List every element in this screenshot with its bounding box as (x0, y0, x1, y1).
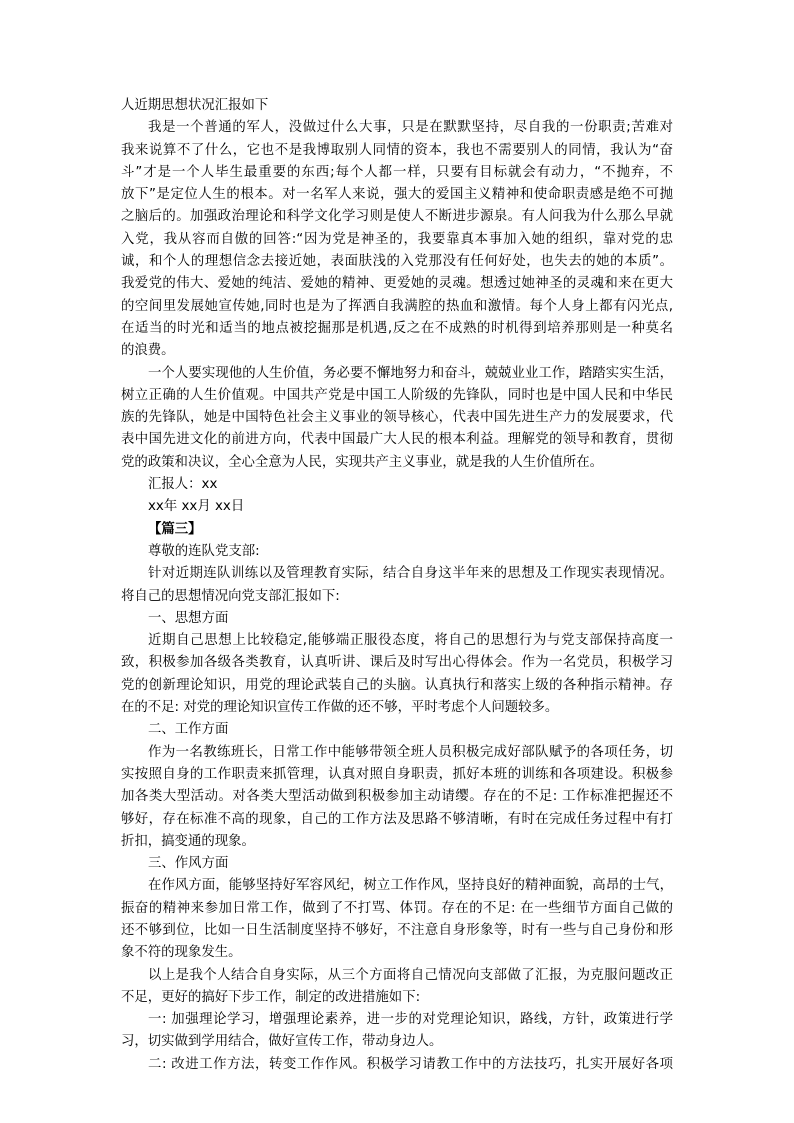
text-line: 二: 改进工作方法，转变工作作风。积极学习请教工作中的方法技巧，扎实开展好各项 (148, 1056, 673, 1072)
text-line: 近期自己思想上比较稳定,能够端正服役态度，将自己的思想行为与党支部保持高度一 (148, 633, 673, 649)
text-line: 尊敬的连队党支部: (148, 543, 260, 559)
text-line: 一、思想方面 (148, 610, 229, 626)
text-line: 入党，我从容而自傲的回答:“因为党是神圣的，我要靠真本事加入她的组织，靠对党的忠 (121, 231, 673, 247)
text-line: 党的创新理论知识，用党的理论武装自己的头脑。认真执行和落实上级的各种指示精神。存 (121, 677, 673, 693)
text-line: 的空间里发展她宣传她,同时也是为了挥洒自我满腔的热血和激情。每个人身上都有闪光点, (121, 298, 673, 314)
text-line: 汇报人：xx (148, 477, 218, 493)
text-line: 将自己的思想情况向党支部汇报如下: (121, 588, 340, 604)
text-line: 在适当的时光和适当的地点被挖掘那是机遇,反之在不成熟的时机得到培养那则是一种莫名 (121, 320, 673, 336)
text-line: 象不符的现象发生。 (121, 945, 242, 961)
text-line: 折扣，搞变通的现象。 (121, 833, 255, 849)
text-line: 作为一名教练班长，日常工作中能够带领全班人员积极完成好部队赋予的各项任务，切 (148, 744, 673, 760)
text-line: 诚，和个人的理想信念去接近她，表面肤浅的入党那没有任何好处，也失去的她的本质”。 (121, 254, 673, 270)
text-line: 不足，更好的搞好下步工作，制定的改进措施如下: (121, 989, 421, 1005)
text-line: 一: 加强理论学习，增强理论素养，进一步的对党理论知识，路线，方针，政策进行学 (148, 1012, 673, 1028)
text-line: 实按照自身的工作职责来抓管理，认真对照自身职责，抓好本班的训练和各项建设。积极参 (121, 766, 673, 782)
text-line: 人近期思想状况汇报如下 (121, 98, 269, 113)
text-line: 我爱党的伟大、爱她的纯洁、爱她的精神、更爱她的灵魂。想透过她神圣的灵魂和来在更大 (121, 276, 673, 292)
text-line: 还不够到位，比如一日生活制度坚持不够好，不注意自身形象等，时有一些与自己身份和形 (121, 922, 673, 938)
text-line: 的浪费。 (121, 343, 175, 359)
text-line: xx年 xx月 xx日 (148, 499, 245, 515)
text-line: 族的先锋队，她是中国特色社会主义事业的领导核心，代表中国先进生产力的发展要求，代 (121, 410, 673, 426)
text-line: 我来说算不了什么，它也不是我博取别人同情的资本，我也不需要别人的同情，我认为“奋 (121, 142, 673, 158)
text-line: 习，切实做到学用结合，做好宣传工作，带动身边人。 (121, 1034, 443, 1050)
text-line: 三、作风方面 (148, 856, 229, 872)
text-line: 我是一个普通的军人，没做过什么大事，只是在默默坚持，尽自我的一份职责;苦难对 (148, 120, 673, 136)
text-line: 斗”才是一个人毕生最重要的东西;每个人都一样，只要有目标就会有动力，“不抛弃，不 (121, 164, 673, 180)
text-line: 在作风方面，能够坚持好军容风纪，树立工作作风，坚持良好的精神面貌，高昂的士气， (148, 878, 673, 894)
text-line: 之脑后的。加强政治理论和科学文化学习则是使人不断进步源泉。有人问我为什么那么早就 (121, 209, 673, 225)
text-line: 一个人要实现他的人生价值，务必要不懈地努力和奋斗，兢兢业业工作，踏踏实实生活， (148, 365, 673, 381)
text-line: 放下”是定位人生的根本。对一名军人来说，强大的爱国主义精神和使命职责感是绝不可抛 (121, 187, 673, 203)
text-line: 致，积极参加各级各类教育，认真听讲、课后及时写出心得体会。作为一名党员，积极学习 (121, 655, 673, 671)
text-line: 在的不足: 对党的理论知识宣传工作做的还不够，平时考虑个人问题较多。 (121, 700, 559, 716)
text-line: 二、工作方面 (148, 722, 229, 738)
text-line: 针对近期连队训练以及管理教育实际，结合自身这半年来的思想及工作现实表现情况。 (148, 566, 673, 582)
text-line: 【篇三】 (148, 521, 202, 537)
text-line: 以上是我个人结合自身实际，从三个方面将自己情况向支部做了汇报，为克服问题改正 (148, 967, 673, 983)
text-line: 树立正确的人生价值观。中国共产党是中国工人阶级的先锋队，同时也是中国人民和中华民 (121, 387, 673, 403)
text-line: 党的政策和决议，全心全意为人民，实现共产主义事业，就是我的人生价值所在。 (121, 454, 604, 470)
text-line: 加各类大型活动。对各类大型活动做到积极参加主动请缨。存在的不足: 工作标准把握还不 (121, 789, 673, 805)
document-body (121, 95, 673, 1076)
text-line: 够好，存在标准不高的现象，自己的工作方法及思路不够清晰，有时在完成任务过程中有打 (121, 811, 673, 827)
text-line: 表中国先进文化的前进方向，代表中国最广大人民的根本利益。理解党的领导和教育，贯彻 (121, 432, 673, 448)
text-line: 振奋的精神来参加日常工作，做到了不打骂、体罚。存在的不足: 在一些细节方面自己做的 (121, 900, 673, 916)
